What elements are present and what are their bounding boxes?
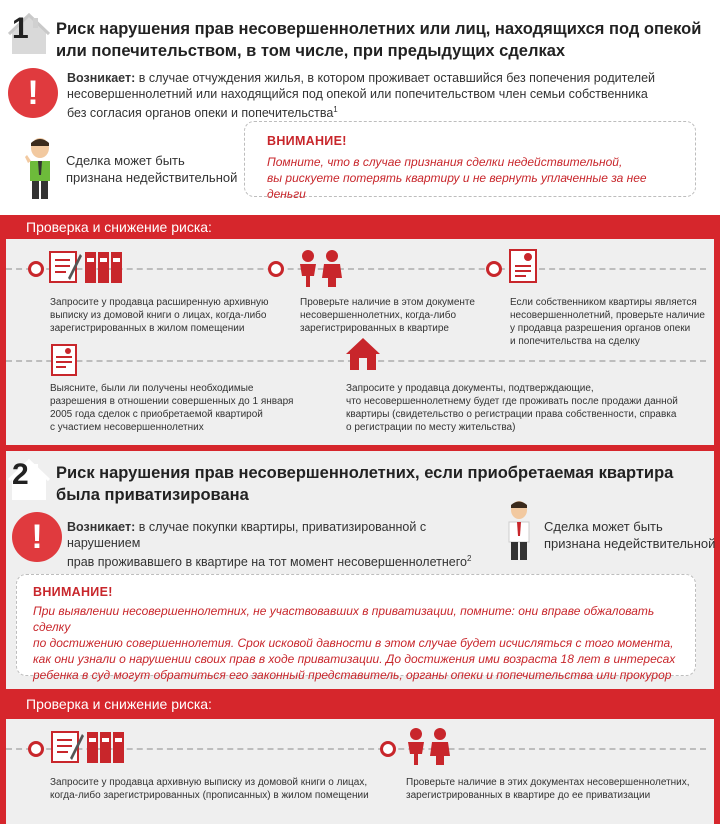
check-label: Проверка и снижение риска: — [26, 219, 212, 235]
document-icon — [50, 343, 78, 377]
exclamation-icon: ! — [8, 68, 58, 118]
archive-folders-icon — [84, 250, 124, 284]
document-pen-icon — [50, 728, 84, 764]
deal-invalid-text: Сделка может быть признана недействительной — [544, 519, 716, 551]
attention-box — [244, 121, 696, 201]
exclamation-icon: ! — [12, 512, 62, 562]
frame-left — [0, 719, 6, 824]
attention-text: При выявлении несовершеннолетних, не участвовавших в приватизации, помните: они вправе обжаловать сделку по достижению совершеннолетия. Срок исковой давности в этом случае будет исчисляться с того момента, как они узнали о нарушении своих прав в ходе приватизации. До достижения ими возраста 18 лет в интересах ребенка в суд могут обратиться его законный представитель, органы опеки и попечительства или прокурор — [33, 604, 676, 682]
check-label: Проверка и снижение риска: — [26, 696, 212, 712]
frame-right — [714, 719, 720, 824]
worried-person-icon — [24, 135, 56, 201]
timeline-node — [380, 741, 396, 757]
timeline-node — [268, 261, 284, 277]
children-icon — [404, 726, 452, 766]
timeline-node — [28, 741, 44, 757]
attention-box — [16, 574, 696, 682]
section-title: Риск нарушения прав несовершеннолетних, если приобретаемая квартира была приватизирована — [56, 464, 674, 504]
step-text: Запросите у продавца архивную выписку из домовой книги о лицах, когда-либо зарегистрированных (прописанных) в жилом помещении — [50, 777, 369, 801]
attention-title: ВНИМАНИЕ! — [33, 585, 113, 599]
frame-right — [714, 451, 720, 689]
frame-right — [714, 239, 720, 445]
frame-left — [0, 451, 6, 689]
check-band-1 — [0, 215, 720, 239]
section-title: Риск нарушения прав несовершеннолетних или лиц, находящихся под опекой или попечительством, в том числе, при предыдущих сделках — [56, 20, 702, 60]
step-text: Если собственником квартиры является несовершеннолетний, проверьте наличие у продавца разрешения органов опеки и попечительства на сделку — [510, 297, 705, 347]
step-text: Проверьте наличие в этом документе несовершеннолетних, когда-либо зарегистрированных в квартире — [300, 297, 475, 334]
certificate-document-icon — [508, 248, 538, 284]
document-pen-icon — [48, 248, 82, 284]
timeline-node — [486, 261, 502, 277]
step-text: Выясните, были ли получены необходимые разрешения в отношении совершенных до 1 января 2005 года сделок с приобретаемой квартирой с участием несовершеннолетних — [50, 383, 294, 433]
step-text: Запросите у продавца документы, подтверждающие, что несовершеннолетнему будет где проживать после продажи данной квартиры (свидетельство о регистрации права собственности, справка о регистрации по месту жительства) — [346, 383, 678, 433]
archive-folders-icon — [86, 730, 126, 764]
timeline-node — [28, 261, 44, 277]
section-1 — [0, 0, 720, 215]
section-number: 2 — [12, 458, 29, 491]
children-icon — [296, 248, 344, 288]
arises-text: Возникает: в случае отчуждения жилья, в котором проживает оставшийся без попечения родителей несовершеннолетний или находящийся под опекой или попечительством член семьи собственника без согласия органов опеки и попечительства$^1$ — [67, 71, 656, 121]
attention-text: Помните, что в случае признания сделки недействительной, вы рискуете потерять квартиру и не вернуть уплаченные за нее деньги — [267, 155, 647, 201]
section-number: 1 — [12, 12, 29, 45]
deal-invalid-text: Сделка может быть признана недействительной — [66, 153, 238, 185]
step-text: Запросите у продавца расширенную архивную выписку из домовой книги о лицах, когда-либо зарегистрированных в жилом помещении — [50, 297, 269, 334]
arises-text: Возникает: в случае покупки квартиры, приватизированной с нарушением прав проживавшего в квартире на тот момент несовершеннолетнего$^2$ — [67, 520, 472, 570]
attention-title: ВНИМАНИЕ! — [267, 134, 347, 148]
home-icon — [344, 336, 382, 372]
check-band-2 — [0, 689, 720, 719]
worried-person-icon — [504, 498, 534, 562]
step-text: Проверьте наличие в этих документах несовершеннолетних, зарегистрированных в квартире до ее приватизации — [406, 777, 690, 801]
